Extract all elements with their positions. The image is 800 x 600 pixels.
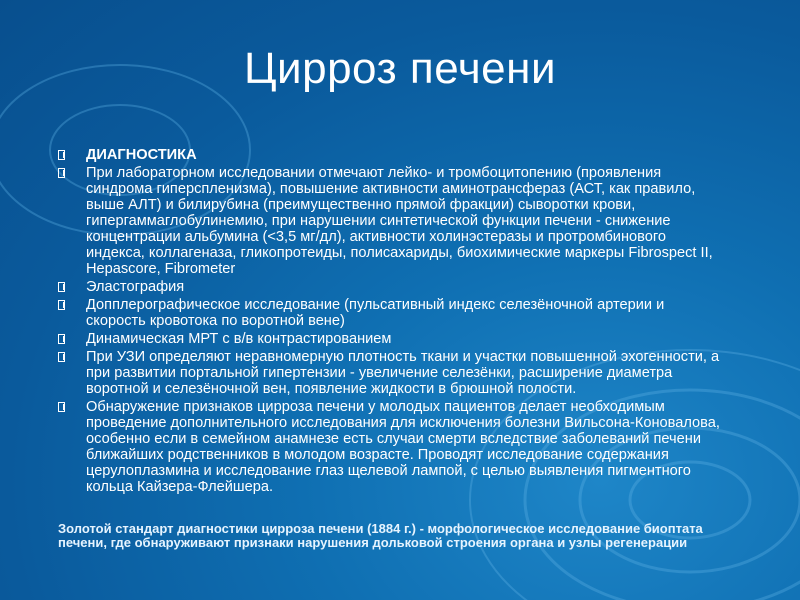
bullet-text: При УЗИ определяют неравномерную плотность ткани и участки повышенной эхогенности, а при развитии портальной гипертензии - увеличение селезёнки, расширение диаметра воротной и селезёночной вен, появление жидкости в брюшной полости. [86,349,720,397]
bullet-item-diagnostics [58,147,728,163]
bullet-icon [58,282,65,292]
bullet-text: Эластография [86,279,185,295]
bullet-icon [58,300,65,310]
slide-title: Цирроз печени [243,44,557,93]
bullet-item-ultrasound [58,349,728,397]
bullet-icon [58,150,65,160]
bullet-item-wilson [58,399,728,495]
footnote-gold-standard: Золотой стандарт диагностики цирроза печени (1884 г.) - морфологическое исследование биоптата печени, где обнаруживают признаки нарушения дольковой строения органа и узлы регенерации [58,521,703,550]
bullet-text: При лабораторном исследовании отмечают лейко- и тромбоцитопению (проявления синдрома гиперспленизма), повышение активности аминотрансфераз (АСТ, как правило, выше АЛТ) и билирубина (преимущественно прямой фракции) сыворотки крови, гипергаммаглобулинемию, при нарушении синтетической функции печени - снижение концентрации альбумина (<3,5 мг/дл), активности холинэстеразы и протромбинового индекса, коллагеназа, гликопротеиды, полисахариды, биохимические маркеры Fibrospect II, Hepascore, Fibrometer [86,165,713,277]
bullet-icon [58,402,65,412]
bullet-text: Динамическая МРТ с в/в контрастированием [86,331,392,347]
bullet-item-lab [58,165,728,277]
bullet-icon [58,352,65,362]
bullet-text: Обнаружение признаков цирроза печени у молодых пациентов делает необходимым проведение дополнительного исследования для исключения болезни Вильсона-Коновалова, особенно если в семейном анамнезе есть случаи смерти вследствие заболеваний печени ближайших родственников в молодом возрасте. Проводят исследование содержания церулоплазмина и исследование глаз щелевой лампой, с целью выявления пигментного кольца Кайзера-Флейшера. [86,399,720,495]
bullet-list [58,147,728,497]
bullet-icon [58,334,65,344]
bullet-item-doppler [58,297,728,329]
bullet-text: Допплерографическое исследование (пульсативный индекс селезёночной артерии и скорость кровотока по воротной вене) [86,297,665,329]
bullet-item-mri [58,331,728,347]
bullet-icon [58,168,65,178]
bullet-text: ДИАГНОСТИКА [86,147,197,163]
bullet-item-elastography [58,279,728,295]
